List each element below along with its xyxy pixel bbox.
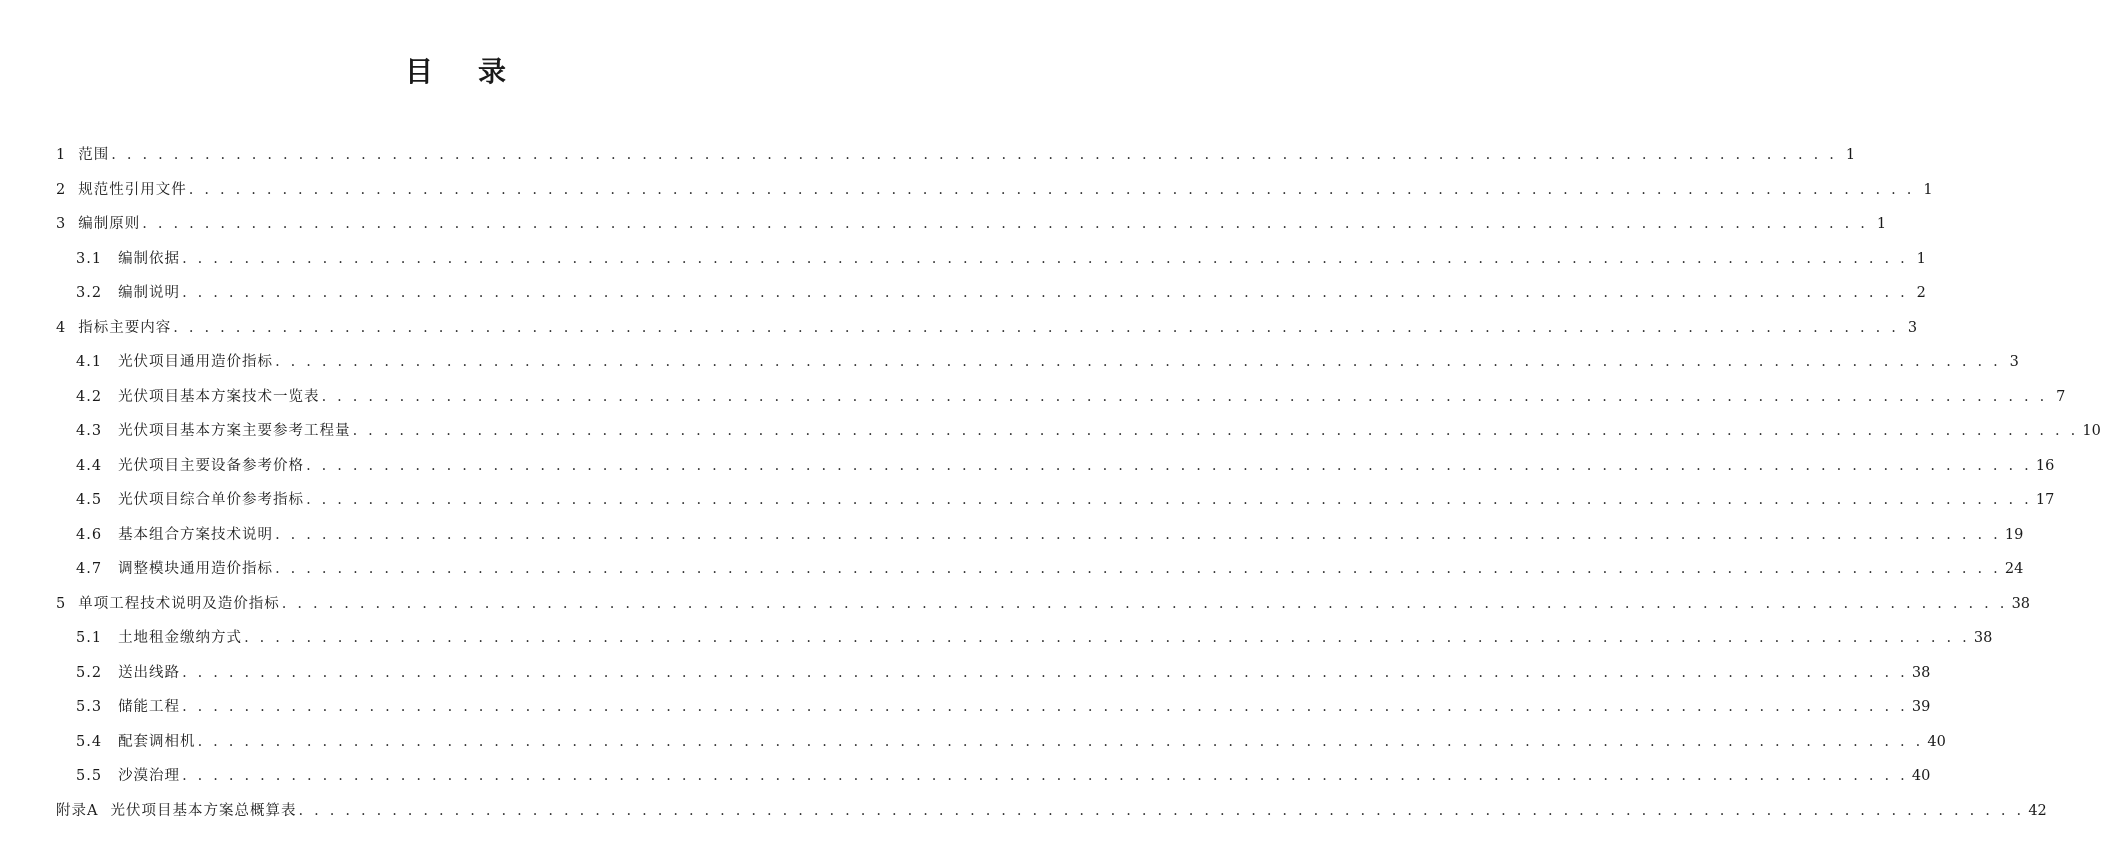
toc-entry-page: 42	[2028, 802, 2047, 819]
toc-entry[interactable]	[56, 414, 2101, 449]
toc-entry-page: 1	[1845, 147, 1856, 163]
toc-entry-label: 范围	[78, 147, 110, 163]
toc-entry-number: 3	[56, 216, 67, 232]
toc-leader-dots: . . . . . . . . . . . . . . . . . . . . . . . . . . . . . . . . . . . . . . . . . . . . . . . . . . . . . . . . . . . . . . . . . . . . . . . . . . . . . . . . . . . . . . . . . . . . . . . . . . . . . . . . . . . . . . .	[111, 147, 1838, 163]
toc-entry-number: 4.5	[76, 492, 103, 508]
toc-entry-label: 光伏项目基本方案技术一览表	[118, 388, 320, 405]
toc-entry[interactable]	[56, 138, 1856, 173]
toc-entry[interactable]	[56, 656, 1931, 691]
toc-entry[interactable]	[56, 759, 1931, 794]
toc-entry-page: 38	[1911, 664, 1931, 681]
toc-entry-number: 4.7	[76, 561, 103, 577]
toc-leader-dots: . . . . . . . . . . . . . . . . . . . . . . . . . . . . . . . . . . . . . . . . . . . . . . . . . . . . . . . . . . . . . . . . . . . . . . . . . . . . . . . . . . . . . . . . . . . . . . . . . . . . . . . . . . . . . . .	[352, 423, 2079, 439]
toc-entry-page: 17	[2035, 492, 2055, 508]
toc-entry[interactable]	[56, 242, 1926, 277]
toc-leader-dots: . . . . . . . . . . . . . . . . . . . . . . . . . . . . . . . . . . . . . . . . . . . . . . . . . . . . . . . . . . . . . . . . . . . . . . . . . . . . . . . . . . . . . . . . . . . . . . . . . . . . . . . . . . . . . . .	[275, 354, 2001, 370]
page-title	[0, 50, 912, 90]
toc-entry-page: 24	[2004, 561, 2024, 577]
toc-entry-label: 储能工程	[118, 699, 181, 715]
toc-entry-page: 39	[1911, 699, 1931, 715]
toc-entry-label: 土地租金缴纳方式	[118, 630, 243, 646]
toc-entry-number: 5.3	[76, 699, 103, 715]
toc-entry[interactable]	[56, 587, 2031, 622]
toc-entry[interactable]	[56, 449, 2055, 484]
toc-leader-dots: . . . . . . . . . . . . . . . . . . . . . . . . . . . . . . . . . . . . . . . . . . . . . . . . . . . . . . . . . . . . . . . . . . . . . . . . . . . . . . . . . . . . . . . . . . . . . . . . . . . . . . . . . . . . . . .	[182, 768, 1908, 784]
toc-entry-number: 4.3	[76, 423, 103, 439]
toc-leader-dots: . . . . . . . . . . . . . . . . . . . . . . . . . . . . . . . . . . . . . . . . . . . . . . . . . . . . . . . . . . . . . . . . . . . . . . . . . . . . . . . . . . . . . . . . . . . . . . . . . . . . . . . . . . . . . . .	[306, 457, 2032, 474]
toc-entry[interactable]	[56, 173, 1933, 208]
toc-entry-page: 40	[1911, 768, 1931, 784]
toc-entry-page: 2	[1916, 285, 1926, 301]
toc-entry[interactable]	[56, 552, 2024, 587]
toc-entry-page: 1	[1916, 250, 1926, 267]
toc-entry[interactable]	[56, 276, 1926, 311]
toc-entry-number: 4.1	[76, 354, 103, 370]
toc-entry-number: 1	[56, 147, 67, 163]
title-char-right: 录	[478, 55, 508, 88]
toc-leader-dots: . . . . . . . . . . . . . . . . . . . . . . . . . . . . . . . . . . . . . . . . . . . . . . . . . . . . . . . . . . . . . . . . . . . . . . . . . . . . . . . . . . . . . . . . . . . . . . . . . . . . . . . . . . . . . . .	[182, 664, 1908, 681]
toc-entry[interactable]	[56, 483, 2055, 518]
toc-entry-number: 4.2	[76, 388, 103, 405]
toc-entry-number: 2	[56, 181, 67, 198]
toc-entry[interactable]	[56, 725, 1946, 760]
toc-entry-label: 光伏项目综合单价参考指标	[118, 492, 305, 508]
toc-leader-dots: . . . . . . . . . . . . . . . . . . . . . . . . . . . . . . . . . . . . . . . . . . . . . . . . . . . . . . . . . . . . . . . . . . . . . . . . . . . . . . . . . . . . . . . . . . . . . . . . . . . . . . . . . . . . . . .	[298, 802, 2025, 819]
toc-entry-label: 基本组合方案技术说明	[118, 526, 274, 543]
toc-leader-dots: . . . . . . . . . . . . . . . . . . . . . . . . . . . . . . . . . . . . . . . . . . . . . . . . . . . . . . . . . . . . . . . . . . . . . . . . . . . . . . . . . . . . . . . . . . . . . . . . . . . . . . . . . . . . . . .	[173, 319, 1900, 336]
toc-entry-page: 38	[1973, 630, 1993, 646]
toc-leader-dots: . . . . . . . . . . . . . . . . . . . . . . . . . . . . . . . . . . . . . . . . . . . . . . . . . . . . . . . . . . . . . . . . . . . . . . . . . . . . . . . . . . . . . . . . . . . . . . . . . . . . . . . . . . . . . . .	[182, 285, 1908, 301]
toc-entry-number: 4.4	[76, 457, 103, 474]
toc-leader-dots: . . . . . . . . . . . . . . . . . . . . . . . . . . . . . . . . . . . . . . . . . . . . . . . . . . . . . . . . . . . . . . . . . . . . . . . . . . . . . . . . . . . . . . . . . . . . . . . . . . . . . . . . . . . . . . .	[281, 595, 2008, 612]
toc-entry-page: 3	[1907, 319, 1918, 336]
toc-entry[interactable]	[56, 794, 2047, 829]
toc-entry[interactable]	[56, 690, 1931, 725]
toc-entry-label: 配套调相机	[118, 733, 196, 750]
toc-entry-label: 光伏项目主要设备参考价格	[118, 457, 305, 474]
toc-entry-label: 编制说明	[118, 285, 181, 301]
toc-entry-page: 38	[2011, 595, 2031, 612]
toc-entry[interactable]	[56, 345, 2019, 380]
toc-entry-number: 附录A	[56, 802, 99, 819]
toc-entry-label: 单项工程技术说明及造价指标	[78, 595, 280, 612]
toc-entry[interactable]	[56, 207, 1887, 242]
toc-entry-number: 3.2	[76, 285, 103, 301]
toc-entry[interactable]	[56, 380, 2066, 415]
toc-entry-label: 编制原则	[78, 216, 141, 232]
table-of-contents	[56, 138, 2101, 828]
toc-entry-number: 5	[56, 595, 67, 612]
toc-entry-number: 4	[56, 319, 67, 336]
toc-entry-label: 光伏项目基本方案总概算表	[110, 802, 297, 819]
toc-entry-number: 4.6	[76, 526, 103, 543]
toc-leader-dots: . . . . . . . . . . . . . . . . . . . . . . . . . . . . . . . . . . . . . . . . . . . . . . . . . . . . . . . . . . . . . . . . . . . . . . . . . . . . . . . . . . . . . . . . . . . . . . . . . . . . . . . . . . . . . . .	[306, 492, 2032, 508]
toc-entry-label: 光伏项目基本方案主要参考工程量	[118, 423, 351, 439]
toc-entry-page: 7	[2056, 388, 2066, 405]
toc-entry-label: 调整模块通用造价指标	[118, 561, 274, 577]
toc-leader-dots: . . . . . . . . . . . . . . . . . . . . . . . . . . . . . . . . . . . . . . . . . . . . . . . . . . . . . . . . . . . . . . . . . . . . . . . . . . . . . . . . . . . . . . . . . . . . . . . . . . . . . . . . . . . . . . .	[244, 630, 1970, 646]
toc-entry[interactable]	[56, 311, 1918, 346]
toc-leader-dots: . . . . . . . . . . . . . . . . . . . . . . . . . . . . . . . . . . . . . . . . . . . . . . . . . . . . . . . . . . . . . . . . . . . . . . . . . . . . . . . . . . . . . . . . . . . . . . . . . . . . . . . . . . . . . . .	[197, 733, 1924, 750]
toc-entry-number: 5.5	[76, 768, 103, 784]
toc-leader-dots: . . . . . . . . . . . . . . . . . . . . . . . . . . . . . . . . . . . . . . . . . . . . . . . . . . . . . . . . . . . . . . . . . . . . . . . . . . . . . . . . . . . . . . . . . . . . . . . . . . . . . . . . . . . . . . .	[321, 388, 2048, 405]
toc-entry-label: 规范性引用文件	[78, 181, 187, 198]
toc-entry[interactable]	[56, 621, 1993, 656]
toc-entry-page: 3	[2009, 354, 2019, 370]
toc-entry-page: 1	[1876, 216, 1887, 232]
toc-entry-label: 指标主要内容	[78, 319, 172, 336]
toc-entry-label: 送出线路	[118, 664, 181, 681]
toc-entry-page: 10	[2082, 423, 2101, 439]
toc-leader-dots: . . . . . . . . . . . . . . . . . . . . . . . . . . . . . . . . . . . . . . . . . . . . . . . . . . . . . . . . . . . . . . . . . . . . . . . . . . . . . . . . . . . . . . . . . . . . . . . . . . . . . . . . . . . . . . .	[182, 250, 1908, 267]
toc-entry-label: 编制依据	[118, 250, 181, 267]
toc-entry-page: 19	[2004, 526, 2024, 543]
title-char-left: 目	[404, 55, 434, 88]
toc-entry[interactable]	[56, 518, 2024, 553]
toc-entry-label: 沙漠治理	[118, 768, 181, 784]
toc-leader-dots: . . . . . . . . . . . . . . . . . . . . . . . . . . . . . . . . . . . . . . . . . . . . . . . . . . . . . . . . . . . . . . . . . . . . . . . . . . . . . . . . . . . . . . . . . . . . . . . . . . . . . . . . . . . . . . .	[142, 216, 1869, 232]
toc-entry-page: 40	[1927, 733, 1946, 750]
toc-entry-number: 5.2	[76, 664, 103, 681]
toc-entry-number: 3.1	[76, 250, 103, 267]
toc-leader-dots: . . . . . . . . . . . . . . . . . . . . . . . . . . . . . . . . . . . . . . . . . . . . . . . . . . . . . . . . . . . . . . . . . . . . . . . . . . . . . . . . . . . . . . . . . . . . . . . . . . . . . . . . . . . . . . .	[275, 526, 2001, 543]
toc-entry-number: 5.1	[76, 630, 103, 646]
toc-entry-number: 5.4	[76, 733, 103, 750]
toc-entry-page: 16	[2035, 457, 2055, 474]
toc-leader-dots: . . . . . . . . . . . . . . . . . . . . . . . . . . . . . . . . . . . . . . . . . . . . . . . . . . . . . . . . . . . . . . . . . . . . . . . . . . . . . . . . . . . . . . . . . . . . . . . . . . . . . . . . . . . . . . .	[275, 561, 2001, 577]
toc-entry-label: 光伏项目通用造价指标	[118, 354, 274, 370]
toc-entry-page: 1	[1923, 181, 1933, 198]
toc-leader-dots: . . . . . . . . . . . . . . . . . . . . . . . . . . . . . . . . . . . . . . . . . . . . . . . . . . . . . . . . . . . . . . . . . . . . . . . . . . . . . . . . . . . . . . . . . . . . . . . . . . . . . . . . . . . . . . .	[182, 699, 1908, 715]
toc-leader-dots: . . . . . . . . . . . . . . . . . . . . . . . . . . . . . . . . . . . . . . . . . . . . . . . . . . . . . . . . . . . . . . . . . . . . . . . . . . . . . . . . . . . . . . . . . . . . . . . . . . . . . . . . . . . . . . .	[188, 181, 1915, 198]
